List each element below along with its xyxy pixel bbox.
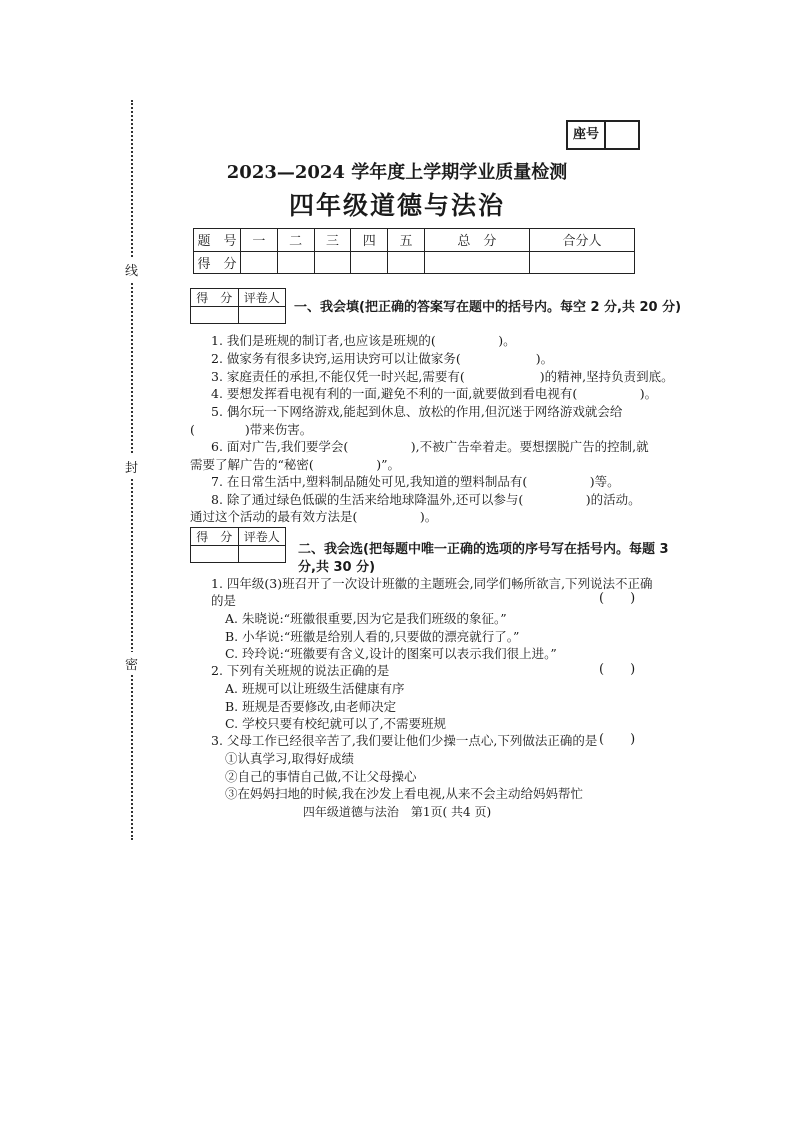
- s2-q2-option-a: A. 班规可以让班级生活健康有序: [225, 681, 405, 696]
- s1-question-3: 3. 家庭责任的承担,不能仅凭一时兴起,需要有( )的精神,坚持负责到底。: [211, 369, 674, 384]
- score-header-cell: 合分人: [529, 229, 634, 252]
- score-cell[interactable]: [388, 251, 425, 274]
- scorer-grader-label: 评卷人: [238, 528, 286, 546]
- s1-question-5: 5. 偶尔玩一下网络游戏,能起到休息、放松的作用,但沉迷于网络游戏就会给: [211, 404, 623, 419]
- s2-q2-option-c: C. 学校只要有校纪就可以了,不需要班规: [225, 716, 447, 731]
- s1-question-4: 4. 要想发挥看电视有利的一面,避免不利的一面,就要做到看电视有( )。: [211, 386, 658, 401]
- s2-q3-item-3: ③在妈妈扫地的时候,我在沙发上看电视,从来不会主动给妈妈帮忙: [225, 786, 583, 801]
- score-table: [193, 228, 635, 274]
- s1-question-6: 6. 面对广告,我们要学会( ),不被广告牵着走。要想摆脱广告的控制,就: [211, 439, 649, 454]
- score-row-label: 得 分: [194, 251, 241, 274]
- score-cell[interactable]: [351, 251, 388, 274]
- score-cell[interactable]: [424, 251, 529, 274]
- score-header-cell: 一: [241, 229, 278, 252]
- s2-question-1: 1. 四年级(3)班召开了一次设计班徽的主题班会,同学们畅所欲言,下列说法不正确: [211, 576, 653, 591]
- s2-q1-option-a: A. 朱晓说:“班徽很重要,因为它是我们班级的象征。”: [225, 611, 507, 626]
- s1-question-5-cont: ( )带来伤害。: [190, 422, 313, 437]
- answer-paren-1[interactable]: ( ): [599, 591, 636, 606]
- score-cell[interactable]: [241, 251, 278, 274]
- s1-question-2: 2. 做家务有很多诀窍,运用诀窍可以让做家务( )。: [211, 351, 554, 366]
- section1-scorer-box: [190, 288, 286, 324]
- scorer-score-cell[interactable]: [191, 546, 239, 563]
- s2-question-1-cont: 的是: [211, 593, 237, 608]
- score-header-cell: 总 分: [424, 229, 529, 252]
- subject-title: 四年级道德与法治: [288, 191, 505, 220]
- scorer-score-label: 得 分: [191, 528, 239, 546]
- score-header-cell: 三: [314, 229, 351, 252]
- s1-question-8: 8. 除了通过绿色低碳的生活来给地球降温外,还可以参与( )的活动。: [211, 492, 641, 507]
- score-header-cell: 二: [277, 229, 314, 252]
- score-cell[interactable]: [529, 251, 634, 274]
- scorer-grader-cell[interactable]: [238, 307, 286, 324]
- section2-heading: 二、我会选(把每题中唯一正确的选项的序号写在括号内。每题 3: [298, 542, 669, 557]
- answer-paren-3[interactable]: ( ): [599, 732, 636, 747]
- s2-q1-option-c: C. 玲玲说:“班徽要有含义,设计的图案可以表示我们很上进。”: [225, 646, 557, 661]
- scorer-grader-label: 评卷人: [238, 289, 286, 307]
- score-header-cell: 五: [388, 229, 425, 252]
- s1-question-8-cont: 通过这个活动的最有效方法是( )。: [190, 509, 438, 524]
- section2-heading-cont: 分,共 30 分): [298, 560, 376, 575]
- s2-q2-option-b: B. 班规是否要修改,由老师决定: [225, 699, 397, 714]
- seat-number-box[interactable]: [566, 120, 640, 150]
- s1-question-7: 7. 在日常生活中,塑料制品随处可见,我知道的塑料制品有( )等。: [211, 474, 620, 489]
- binding-char-xian: 线: [125, 258, 138, 281]
- s2-q3-item-2: ②自己的事情自己做,不让父母操心: [225, 769, 417, 784]
- scorer-score-label: 得 分: [191, 289, 239, 307]
- score-header-cell: 四: [351, 229, 388, 252]
- score-table-header-row: [194, 229, 635, 252]
- score-cell[interactable]: [277, 251, 314, 274]
- s1-question-1: 1. 我们是班规的制订者,也应该是班规的( )。: [211, 333, 516, 348]
- s1-question-6-cont: 需要了解广告的“秘密( )”。: [190, 457, 401, 472]
- seat-number-label: 座号: [568, 122, 606, 148]
- score-table-value-row: [194, 251, 635, 274]
- answer-paren-2[interactable]: ( ): [599, 662, 636, 677]
- page-footer: 四年级道德与法治 第1页( 共4 页): [302, 805, 492, 819]
- section1-heading: 一、我会填(把正确的答案写在题中的括号内。每空 2 分,共 20 分): [294, 300, 682, 315]
- s2-question-2: 2. 下列有关班规的说法正确的是: [211, 663, 390, 678]
- s2-question-3: 3. 父母工作已经很辛苦了,我们要让他们少操一点心,下列做法正确的是: [211, 733, 598, 748]
- section2-scorer-box: [190, 527, 286, 563]
- exam-title: 2023—2024 学年度上学期学业质量检测: [226, 162, 568, 183]
- s2-q1-option-b: B. 小华说:“班徽是给别人看的,只要做的漂亮就行了。”: [225, 629, 520, 644]
- score-header-cell: 题 号: [194, 229, 241, 252]
- score-cell[interactable]: [314, 251, 351, 274]
- s2-q3-item-1: ①认真学习,取得好成绩: [225, 751, 354, 766]
- binding-char-mi: 密: [125, 652, 138, 675]
- scorer-score-cell[interactable]: [191, 307, 239, 324]
- binding-char-feng: 封: [125, 455, 138, 478]
- scorer-grader-cell[interactable]: [238, 546, 286, 563]
